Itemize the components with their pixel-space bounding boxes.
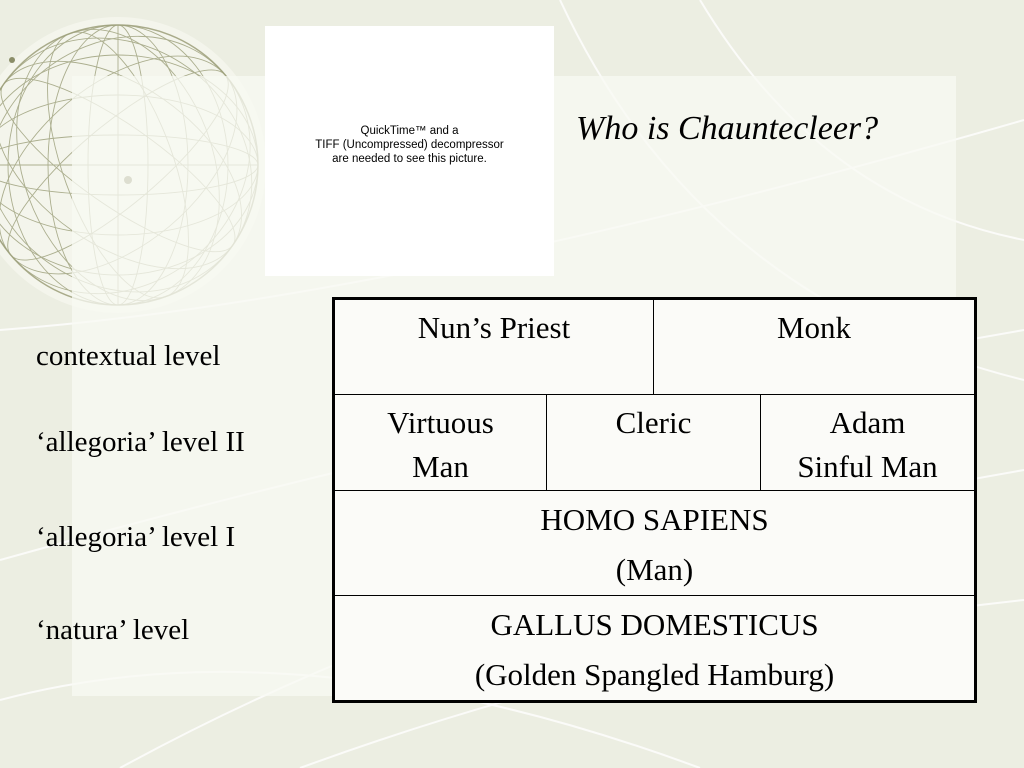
table-cell (334, 596, 976, 702)
placeholder-line: TIFF (Uncompressed) decompressor (315, 139, 504, 151)
cell-text: Man (412, 449, 469, 484)
level-label-natura: ‘natura’ level (36, 614, 190, 646)
table-cell (547, 395, 761, 491)
cell-text: GALLUS DOMESTICUS (490, 607, 819, 642)
slide-title: Who is Chauntecleer? (576, 110, 879, 147)
cell-text: Adam (829, 405, 906, 440)
placeholder-message (265, 124, 554, 166)
table-row (334, 299, 976, 395)
level-label-allegoria-2: ‘allegoria’ level II (36, 426, 245, 458)
cell-text: (Man) (615, 552, 694, 587)
cell-text: HOMO SAPIENS (540, 502, 769, 537)
table-cell (334, 395, 547, 491)
placeholder-line: are needed to see this picture. (332, 153, 487, 165)
cell-text: Monk (776, 310, 852, 345)
table-cell (334, 299, 654, 395)
level-label-contextual: contextual level (36, 340, 221, 372)
level-label-allegoria-1: ‘allegoria’ level I (36, 521, 236, 553)
cell-text: Virtuous (387, 405, 494, 440)
cell-text: Nun’s Priest (417, 310, 571, 345)
table-cell (334, 491, 976, 596)
placeholder-line: QuickTime™ and a (360, 125, 459, 137)
table-row (334, 596, 976, 702)
table-cell (761, 395, 976, 491)
missing-image-placeholder (265, 26, 554, 276)
cell-text: Sinful Man (797, 449, 938, 484)
table-cell (654, 299, 976, 395)
table-row (334, 395, 976, 491)
cell-text: (Golden Spangled Hamburg) (474, 657, 835, 692)
cell-text: Cleric (615, 405, 692, 440)
table-row (334, 491, 976, 596)
interpretation-table (332, 297, 977, 703)
